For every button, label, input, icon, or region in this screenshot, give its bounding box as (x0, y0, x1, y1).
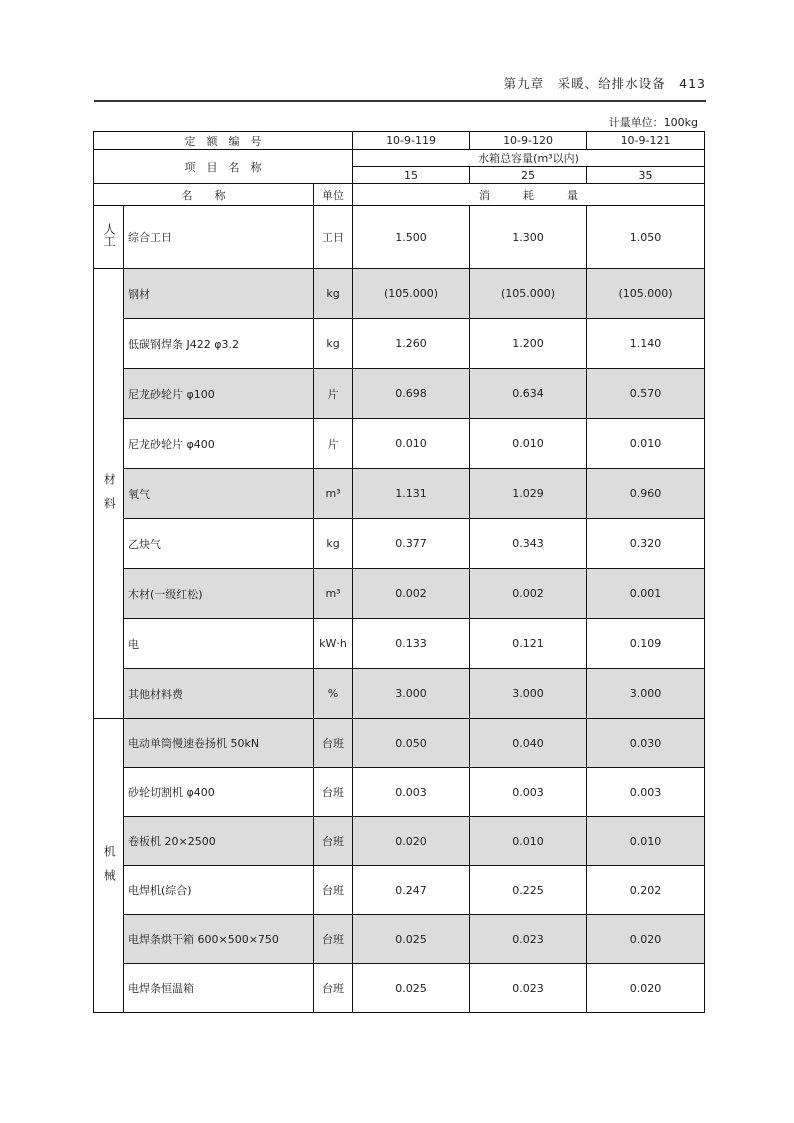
item-name-cell: 电焊条烘干箱 600×500×750 (124, 915, 314, 964)
capacity-header-row (94, 150, 705, 167)
category-label: 机 械 (102, 845, 117, 882)
unit-cell: 台班 (314, 866, 353, 915)
item-name-cell: 尼龙砂轮片 φ100 (124, 369, 314, 419)
measurement-unit-note: 计量单位：100kg (608, 116, 698, 129)
table-row (94, 469, 705, 519)
value-cell: 0.003 (587, 768, 705, 817)
value-cell: 0.050 (353, 719, 470, 768)
table-row (94, 619, 705, 669)
unit-cell: kg (314, 519, 353, 569)
value-cell: 1.260 (353, 319, 470, 369)
value-cell: 0.010 (470, 419, 587, 469)
item-name-cell: 砂轮切割机 φ400 (124, 768, 314, 817)
category-label: 材 料 (102, 473, 117, 510)
value-cell: 1.200 (470, 319, 587, 369)
table-row (94, 915, 705, 964)
value-cell: 3.000 (353, 669, 470, 719)
unit-cell: 片 (314, 369, 353, 419)
consumption-column-header: 消 耗 量 (353, 184, 705, 206)
value-cell: 0.225 (470, 866, 587, 915)
unit-cell: 片 (314, 419, 353, 469)
category-material (94, 269, 124, 719)
value-cell: 0.121 (470, 619, 587, 669)
value-cell: 0.020 (353, 817, 470, 866)
category-label: 人工 (102, 222, 117, 247)
item-name-cell: 电 (124, 619, 314, 669)
item-name-cell: 卷板机 20×2500 (124, 817, 314, 866)
table-row (94, 419, 705, 469)
item-name-cell: 尼龙砂轮片 φ400 (124, 419, 314, 469)
value-cell: 0.023 (470, 915, 587, 964)
value-cell: 0.003 (470, 768, 587, 817)
value-cell: 1.050 (587, 206, 705, 269)
table-row (94, 768, 705, 817)
unit-cell: 台班 (314, 768, 353, 817)
capacity-value: 35 (587, 167, 705, 184)
name-column-header: 名 称 (94, 184, 314, 206)
value-cell: 0.002 (353, 569, 470, 619)
value-cell: 0.010 (587, 817, 705, 866)
table-row (94, 369, 705, 419)
item-name-cell: 其他材料费 (124, 669, 314, 719)
value-cell: 0.020 (587, 964, 705, 1013)
value-cell: 3.000 (587, 669, 705, 719)
item-name-label: 项 目 名 称 (94, 150, 353, 184)
value-cell: 0.010 (470, 817, 587, 866)
item-name-cell: 电焊条恒温箱 (124, 964, 314, 1013)
item-name-cell: 木材(一级红松) (124, 569, 314, 619)
unit-cell: 台班 (314, 719, 353, 768)
unit-cell: 台班 (314, 964, 353, 1013)
value-cell: (105.000) (587, 269, 705, 319)
value-cell: 0.343 (470, 519, 587, 569)
value-cell: 0.040 (470, 719, 587, 768)
value-cell: (105.000) (470, 269, 587, 319)
item-name-cell: 综合工日 (124, 206, 314, 269)
value-cell: 0.698 (353, 369, 470, 419)
value-cell: (105.000) (353, 269, 470, 319)
value-cell: 0.377 (353, 519, 470, 569)
value-cell: 0.010 (353, 419, 470, 469)
unit-cell: kW·h (314, 619, 353, 669)
unit-cell: kg (314, 319, 353, 369)
table-row (94, 866, 705, 915)
value-cell: 0.010 (587, 419, 705, 469)
value-cell: 0.960 (587, 469, 705, 519)
capacity-value: 15 (353, 167, 470, 184)
item-name-cell: 氧气 (124, 469, 314, 519)
value-cell: 0.634 (470, 369, 587, 419)
table-row (94, 964, 705, 1013)
unit-cell: m³ (314, 569, 353, 619)
value-cell: 0.247 (353, 866, 470, 915)
item-name-cell: 电焊机(综合) (124, 866, 314, 915)
value-cell: 0.133 (353, 619, 470, 669)
item-name-cell: 低碳钢焊条 J422 φ3.2 (124, 319, 314, 369)
table-row (94, 719, 705, 768)
table-row (94, 569, 705, 619)
unit-cell: 台班 (314, 817, 353, 866)
value-cell: 0.020 (587, 915, 705, 964)
unit-cell: % (314, 669, 353, 719)
value-cell: 1.140 (587, 319, 705, 369)
unit-cell: kg (314, 269, 353, 319)
value-cell: 0.002 (470, 569, 587, 619)
quota-table (93, 131, 705, 1013)
value-cell: 0.001 (587, 569, 705, 619)
value-cell: 1.131 (353, 469, 470, 519)
value-cell: 3.000 (470, 669, 587, 719)
table-row (94, 319, 705, 369)
table-row (94, 269, 705, 319)
quota-code-label: 定 额 编 号 (94, 132, 353, 150)
value-cell: 0.320 (587, 519, 705, 569)
item-name-cell: 乙炔气 (124, 519, 314, 569)
table-row (94, 817, 705, 866)
item-name-cell: 钢材 (124, 269, 314, 319)
capacity-value: 25 (470, 167, 587, 184)
column-header-row (94, 184, 705, 206)
value-cell: 1.500 (353, 206, 470, 269)
quota-code-cell: 10-9-119 (353, 132, 470, 150)
value-cell: 1.029 (470, 469, 587, 519)
quota-code-row (94, 132, 705, 150)
capacity-label: 水箱总容量(m³以内) (353, 150, 705, 167)
unit-cell: 工日 (314, 206, 353, 269)
value-cell: 1.300 (470, 206, 587, 269)
table-row (94, 669, 705, 719)
item-name-cell: 电动单筒慢速卷扬机 50kN (124, 719, 314, 768)
value-cell: 0.003 (353, 768, 470, 817)
table-row (94, 519, 705, 569)
quota-code-cell: 10-9-121 (587, 132, 705, 150)
value-cell: 0.025 (353, 915, 470, 964)
value-cell: 0.202 (587, 866, 705, 915)
category-machinery (94, 719, 124, 1013)
page-header (94, 70, 706, 102)
value-cell: 0.023 (470, 964, 587, 1013)
value-cell: 0.109 (587, 619, 705, 669)
unit-cell: m³ (314, 469, 353, 519)
unit-cell: 台班 (314, 915, 353, 964)
category-labor (94, 206, 124, 269)
value-cell: 0.030 (587, 719, 705, 768)
value-cell: 0.025 (353, 964, 470, 1013)
table-row (94, 206, 705, 269)
quota-code-cell: 10-9-120 (470, 132, 587, 150)
value-cell: 0.570 (587, 369, 705, 419)
chapter-title: 第九章 采暖、给排水设备 413 (503, 76, 706, 91)
unit-column-header: 单位 (314, 184, 353, 206)
